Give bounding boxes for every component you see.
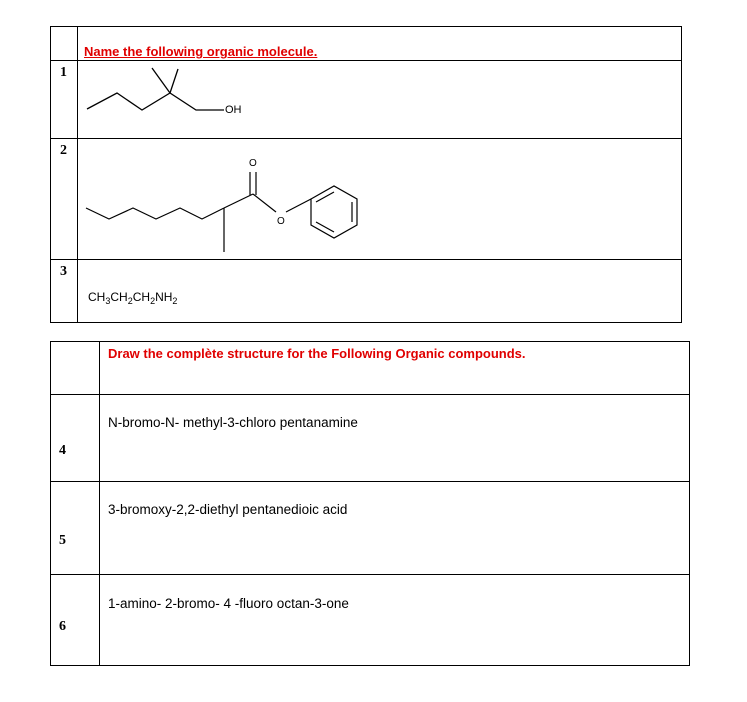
compound-name-6: 1-amino- 2-bromo- 4 -fluoro octan-3-one bbox=[108, 596, 349, 611]
question-row-5 bbox=[51, 482, 689, 575]
question-row-2 bbox=[51, 139, 681, 260]
question-row-6 bbox=[51, 575, 689, 666]
drawing-header-row bbox=[51, 342, 689, 395]
question-number-4: 4 bbox=[59, 443, 66, 458]
molecule-2-structure bbox=[81, 139, 401, 260]
question-number-6: 6 bbox=[59, 619, 66, 634]
compound-name-5: 3-bromoxy-2,2-diethyl pentanedioic acid bbox=[108, 502, 348, 517]
drawing-header: Draw the complète structure for the Following Organic compounds. bbox=[108, 346, 526, 361]
ester-oxygen-label: O bbox=[277, 216, 285, 227]
hydroxyl-label: OH bbox=[225, 104, 242, 116]
molecule-1-structure bbox=[81, 61, 281, 139]
naming-header-row bbox=[51, 27, 681, 61]
question-row-1 bbox=[51, 61, 681, 139]
compound-name-4: N-bromo-N- methyl-3-chloro pentanamine bbox=[108, 415, 358, 430]
condensed-formula: $CH_3CH_2CH_2NH_2$ bbox=[88, 290, 178, 306]
naming-header: Name the following organic molecule. bbox=[84, 44, 318, 59]
carbonyl-oxygen-label: O bbox=[249, 158, 257, 169]
question-row-4 bbox=[51, 395, 689, 482]
drawing-table bbox=[50, 341, 690, 666]
question-number-5: 5 bbox=[59, 533, 66, 548]
question-row-3 bbox=[51, 260, 681, 323]
question-number-1: 1 bbox=[60, 65, 67, 80]
question-number-2: 2 bbox=[60, 143, 67, 158]
question-number-3: 3 bbox=[60, 264, 67, 279]
naming-table bbox=[50, 26, 682, 323]
